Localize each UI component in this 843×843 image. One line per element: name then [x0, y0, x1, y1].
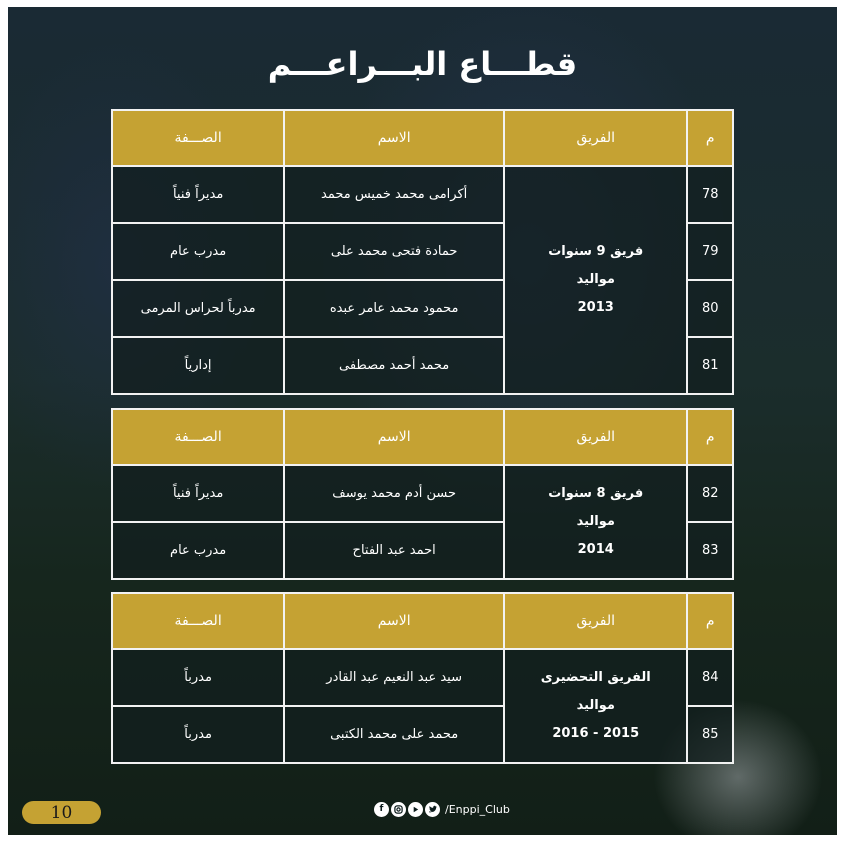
header-role: الصـــفة — [112, 110, 284, 166]
member-name: محمد أحمد مصطفى — [284, 337, 504, 394]
youtube-icon[interactable] — [408, 802, 423, 817]
team-name: فريق 9 سنوات — [548, 244, 644, 259]
header-name: الاسم — [284, 593, 504, 649]
team-birth-year: 2014 — [577, 542, 614, 557]
member-name: حمادة فتحى محمد على — [284, 223, 504, 280]
table-header-row — [112, 409, 733, 465]
team-name: فريق 8 سنوات — [548, 486, 644, 501]
row-number: 79 — [687, 223, 733, 280]
row-number: 85 — [687, 706, 733, 763]
table-row — [112, 649, 733, 706]
member-name: سيد عبد النعيم عبد القادر — [284, 649, 504, 706]
team-birth-year: 2013 — [577, 300, 614, 315]
page-title: قطـــاع البـــراعـــم — [267, 45, 578, 83]
team-birth-year: 2015 - 2016 — [552, 726, 640, 741]
team-births-label: مواليد — [576, 698, 615, 713]
table-header-row — [112, 593, 733, 649]
member-role: مديراً فنياً — [112, 465, 284, 522]
page-number-badge: 10 — [22, 801, 101, 824]
row-number: 78 — [687, 166, 733, 223]
twitter-icon[interactable] — [425, 802, 440, 817]
member-role: مدرباً — [112, 649, 284, 706]
member-name: أكرامى محمد خميس محمد — [284, 166, 504, 223]
social-links — [374, 801, 510, 817]
member-role: مدرب عام — [112, 522, 284, 579]
roster-table-preparatory — [111, 592, 734, 764]
member-name: احمد عبد الفتاح — [284, 522, 504, 579]
header-team: الفريق — [504, 110, 687, 166]
team-cell — [504, 465, 687, 579]
background-photo-frame — [8, 7, 837, 835]
row-number: 84 — [687, 649, 733, 706]
facebook-icon[interactable]: f — [374, 802, 389, 817]
team-name: الفريق التحضيرى — [540, 670, 651, 685]
instagram-icon[interactable] — [391, 802, 406, 817]
header-num: م — [687, 593, 733, 649]
team-births-label: مواليد — [576, 514, 615, 529]
member-name: حسن أدم محمد يوسف — [284, 465, 504, 522]
header-team: الفريق — [504, 593, 687, 649]
table-header-row — [112, 110, 733, 166]
row-number: 81 — [687, 337, 733, 394]
member-name: محمد على محمد الكتبى — [284, 706, 504, 763]
row-number: 80 — [687, 280, 733, 337]
header-team: الفريق — [504, 409, 687, 465]
header-role: الصـــفة — [112, 409, 284, 465]
member-role: مدرب عام — [112, 223, 284, 280]
header-name: الاسم — [284, 110, 504, 166]
roster-table-9-years — [111, 109, 734, 395]
team-cell — [504, 649, 687, 763]
member-role: مديراً فنياً — [112, 166, 284, 223]
header-role: الصـــفة — [112, 593, 284, 649]
header-num: م — [687, 110, 733, 166]
member-name: محمود محمد عامر عبده — [284, 280, 504, 337]
table-row — [112, 465, 733, 522]
team-births-label: مواليد — [576, 272, 615, 287]
social-handle[interactable]: /Enppi_Club — [445, 802, 510, 816]
header-num: م — [687, 409, 733, 465]
member-role: مدرباً لحراس المرمى — [112, 280, 284, 337]
member-role: مدرباً — [112, 706, 284, 763]
row-number: 83 — [687, 522, 733, 579]
row-number: 82 — [687, 465, 733, 522]
roster-table-8-years — [111, 408, 734, 580]
header-name: الاسم — [284, 409, 504, 465]
member-role: إدارياً — [112, 337, 284, 394]
table-row — [112, 166, 733, 223]
team-cell — [504, 166, 687, 394]
